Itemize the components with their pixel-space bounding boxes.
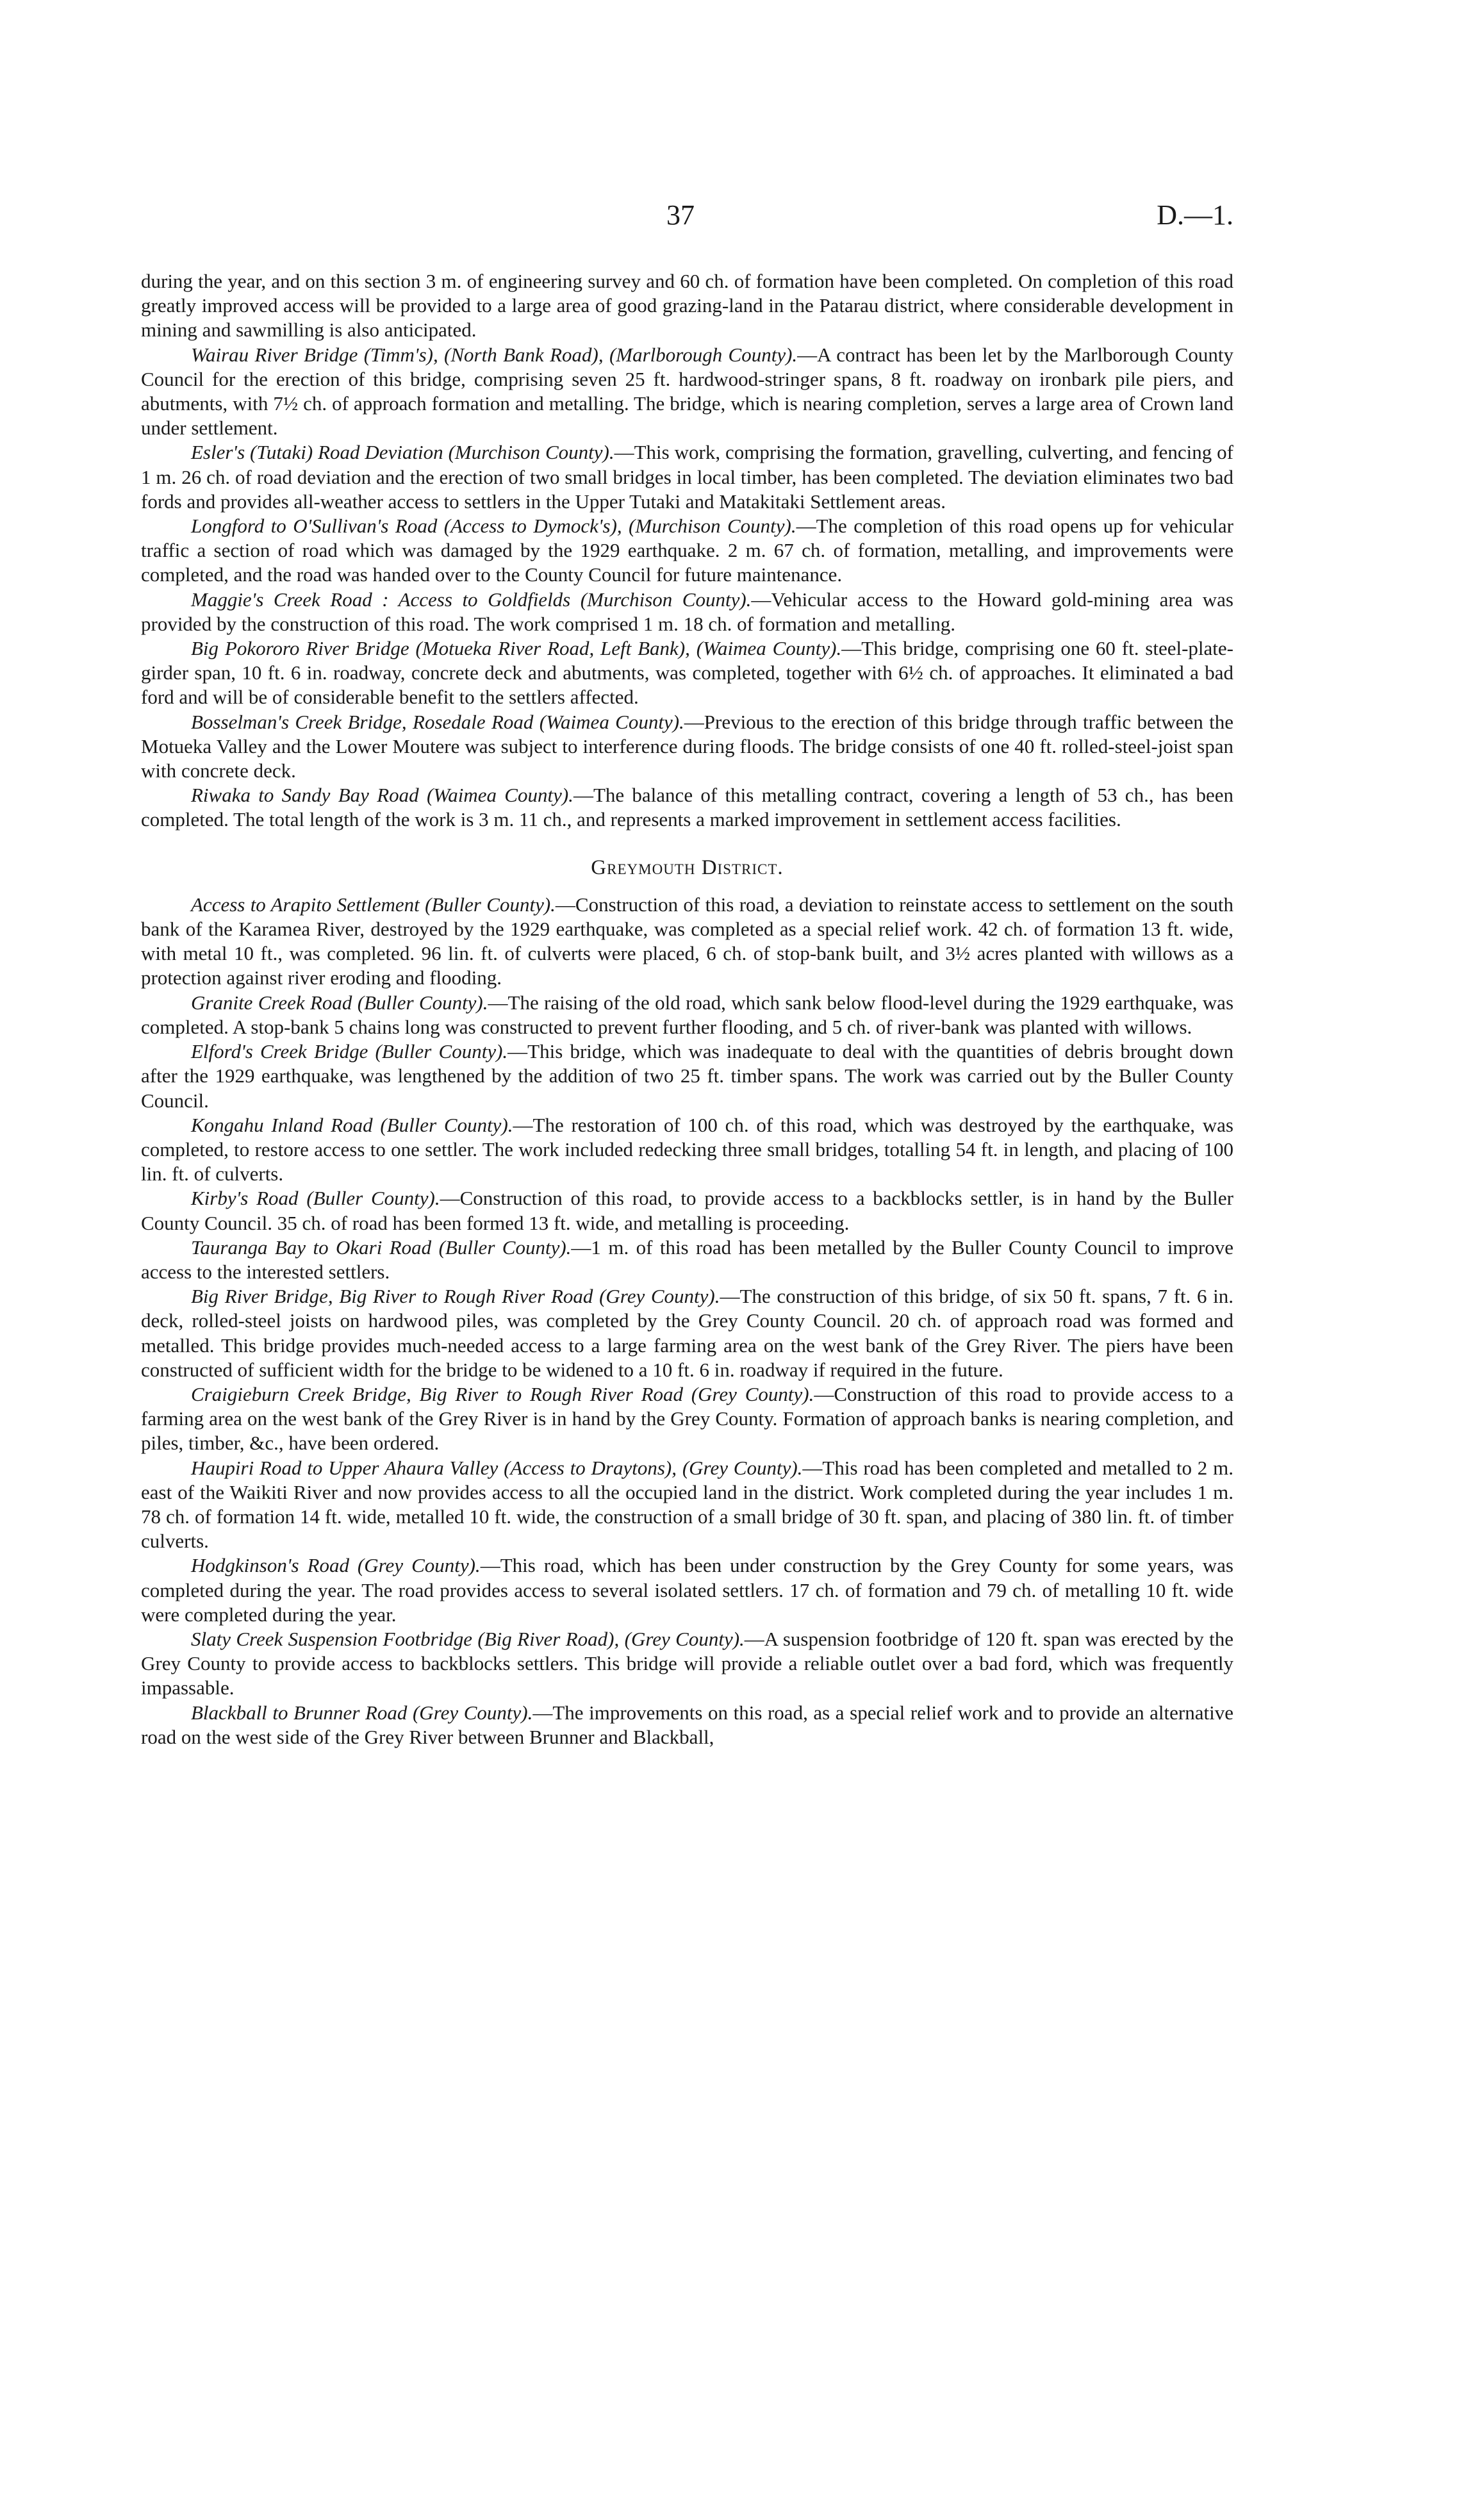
item-title: Craigieburn Creek Bridge, Big River to Rough River Road (Grey County). (191, 1382, 814, 1405)
item-text: —A suspension footbridge of 120 ft. span was erected by the Grey County to provide access to backblocks settlers. This bridge will provide a reliable outlet over a bad ford, which was frequently impassable. (141, 1627, 1233, 1699)
item-text: —The construction of this bridge, of six 50 ft. spans, 7 ft. 6 in. deck, rolled-steel joists on hardwood piles, was completed by the Grey County Council. 20 ch. of approach road was formed and metalled. This bridge provides much-needed access to a large farming area on the west bank of the Grey River. The piers have been constructed of sufficient width for the bridge to be widened to a 10 ft. 6 in. roadway if required in the future. (141, 1285, 1233, 1381)
report-item (141, 1627, 1233, 1701)
item-title: Hodgkinson's Road (Grey County). (191, 1554, 481, 1577)
report-item (141, 343, 1233, 441)
item-text: —This work, comprising the formation, gravelling, culverting, and fencing of 1 m. 26 ch. of road deviation and the erection of two small bridges in local timber, has been completed. The deviation eliminates two bad fords and provides all-weather access to settlers in the Upper Tutaki and Matakitaki Settlement areas. (141, 441, 1234, 513)
item-text: —Construction of this road, to provide access to a backblocks settler, is in hand by the Buller County Council. 35 ch. of road has been formed 13 ft. wide, and metalling is proceeding. (141, 1187, 1233, 1234)
report-item (141, 1456, 1233, 1554)
item-title: Granite Creek Road (Buller County). (191, 991, 488, 1014)
item-text: —The balance of this metalling contract, covering a length of 53 ch., has been completed. The total length of the work is 3 m. 11 ch., and represents a marked improvement in settlement access facilities. (141, 784, 1233, 831)
report-item (141, 1382, 1233, 1456)
greymouth-district-items (141, 893, 1233, 1749)
item-text: —The raising of the old road, which sank below flood-level during the 1929 earthquake, was completed. A stop-bank 5 chains long was constructed to prevent further flooding, and 5 ch. of river-bank was planted with willows. (141, 991, 1234, 1038)
item-text: —Previous to the erection of this bridge through traffic between the Motueka Valley and the Lower Moutere was subject to interference during floods. The bridge consists of one 40 ft. rolled-steel-joist span with concrete deck. (141, 710, 1233, 782)
item-text: —The improvements on this road, as a special relief work and to provide an alternative road on the west side of the Grey River between Brunner and Blackball, (141, 1701, 1233, 1748)
item-title: Big River Bridge, Big River to Rough River Road (Grey County). (191, 1285, 720, 1308)
report-item (141, 991, 1233, 1039)
item-text: —This bridge, comprising one 60 ft. steel-plate-girder span, 10 ft. 6 in. roadway, concrete deck and abutments, was completed, together with 6½ ch. of approaches. It eliminated a bad ford and will be of considerable benefit to the settlers affected. (141, 637, 1233, 709)
report-item (141, 1236, 1233, 1284)
item-text: —Construction of this road, a deviation to reinstate access to settlement on the south bank of the Karamea River, destroyed by the 1929 earthquake, was completed as a special relief work. 42 ch. of formation 13 ft. wide, with metal 10 ft., was completed. 96 lin. ft. of culverts were placed, 6 ch. of stop-bank built, and 3½ acres planted with willows as a protection against river eroding and flooding. (141, 893, 1233, 989)
nelson-district-items (141, 343, 1233, 832)
section-heading-greymouth: Greymouth District. (591, 856, 784, 879)
item-text: —Construction of this road to provide access to a farming area on the west bank of the Grey River is in hand by the Grey County. Formation of approach banks is nearing completion, and piles, timber, &c., have been ordered. (141, 1382, 1234, 1455)
item-title: Blackball to Brunner Road (Grey County). (191, 1701, 533, 1724)
report-item (141, 1553, 1233, 1627)
item-text: —This road has been completed and metalled to 2 m. east of the Waikiti River and now provides access to all the occupied land in the district. Work completed during the year includes 1 m. 78 ch. of formation 14 ft. wide, metalled 10 ft. wide, the construction of a small bridge of 30 ft. span, and placing of 380 lin. ft. of timber culverts. (141, 1456, 1233, 1553)
item-title: Wairau River Bridge (Timm's), (North Bank Road), (Marlborough County). (191, 343, 798, 366)
item-title: Longford to O'Sullivan's Road (Access to Dymock's), (Murchison County). (191, 515, 796, 538)
report-item (141, 1701, 1233, 1749)
report-item (141, 588, 1233, 636)
item-title: Maggie's Creek Road : Access to Goldfields (Murchison County). (191, 588, 752, 611)
item-title: Kongahu Inland Road (Buller County). (191, 1113, 513, 1136)
report-item (141, 1113, 1233, 1187)
item-title: Riwaka to Sandy Bay Road (Waimea County). (191, 784, 573, 807)
page-header (141, 199, 1233, 237)
continued-paragraph: during the year, and on this section 3 m. of engineering survey and 60 ch. of formation have been completed. On completion of this road greatly improved access will be provided to a large area of good grazing-land in the Patarau district, where considerable development in mining and sawmilling is also anticipated. (141, 270, 1233, 342)
report-item (141, 636, 1233, 710)
item-title: Elford's Creek Bridge (Buller County). (191, 1040, 508, 1063)
item-text: —This bridge, which was inadequate to deal with the quantities of debris brought down after the 1929 earthquake, was lengthened by the addition of two 25 ft. timber spans. The work was carried out by the Buller County Council. (141, 1040, 1233, 1112)
item-title: Tauranga Bay to Okari Road (Buller County). (191, 1236, 572, 1259)
item-title: Haupiri Road to Upper Ahaura Valley (Access to Draytons), (Grey County). (191, 1456, 803, 1479)
report-item (141, 1284, 1233, 1382)
report-item (141, 1186, 1233, 1235)
report-item (141, 783, 1233, 832)
item-text: —This road, which has been under construction by the Grey County for some years, was completed during the year. The road provides access to several isolated settlers. 17 ch. of formation and 79 ch. of metalling 10 ft. wide were completed during the year. (141, 1554, 1233, 1626)
item-text: —A contract has been let by the Marlborough County Council for the erection of this bridge, comprising seven 25 ft. hardwood-stringer spans, 8 ft. roadway on ironbark pile piers, and abutments, with 7½ ch. of approach formation and metalling. The bridge, which is nearing completion, serves a large area of Crown land under settlement. (141, 343, 1234, 440)
item-title: Esler's (Tutaki) Road Deviation (Murchison County). (191, 441, 614, 464)
report-item (141, 440, 1233, 514)
item-text: —The restoration of 100 ch. of this road, which was destroyed by the earthquake, was completed, to restore access to one settler. The work included redecking three small bridges, totalling 54 ft. in length, and placing of 100 lin. ft. of culverts. (141, 1113, 1233, 1186)
item-title: Access to Arapito Settlement (Buller County). (191, 893, 556, 916)
document-code: D.—1. (1157, 199, 1233, 231)
page-number: 37 (666, 199, 695, 231)
report-item (141, 1039, 1233, 1113)
item-title: Kirby's Road (Buller County). (191, 1187, 440, 1210)
report-item (141, 514, 1233, 588)
report-body (141, 269, 1233, 1749)
item-text: —Vehicular access to the Howard gold-mining area was provided by the construction of this road. The work comprised 1 m. 18 ch. of formation and metalling. (141, 588, 1233, 635)
item-title: Big Pokororo River Bridge (Motueka River Road, Left Bank), (Waimea County). (191, 637, 842, 660)
report-item (141, 893, 1233, 991)
item-title: Bosselman's Creek Bridge, Rosedale Road (Waimea County). (191, 710, 684, 733)
item-title: Slaty Creek Suspension Footbridge (Big River Road), (Grey County). (191, 1627, 745, 1650)
report-item (141, 710, 1233, 784)
item-text: —1 m. of this road has been metalled by the Buller County Council to improve access to the interested settlers. (141, 1236, 1234, 1283)
item-text: —The completion of this road opens up for vehicular traffic a section of road which was damaged by the 1929 earthquake. 2 m. 67 ch. of formation, metalling, and improvements were completed, and the road was handed over to the County Council for future maintenance. (141, 515, 1233, 586)
